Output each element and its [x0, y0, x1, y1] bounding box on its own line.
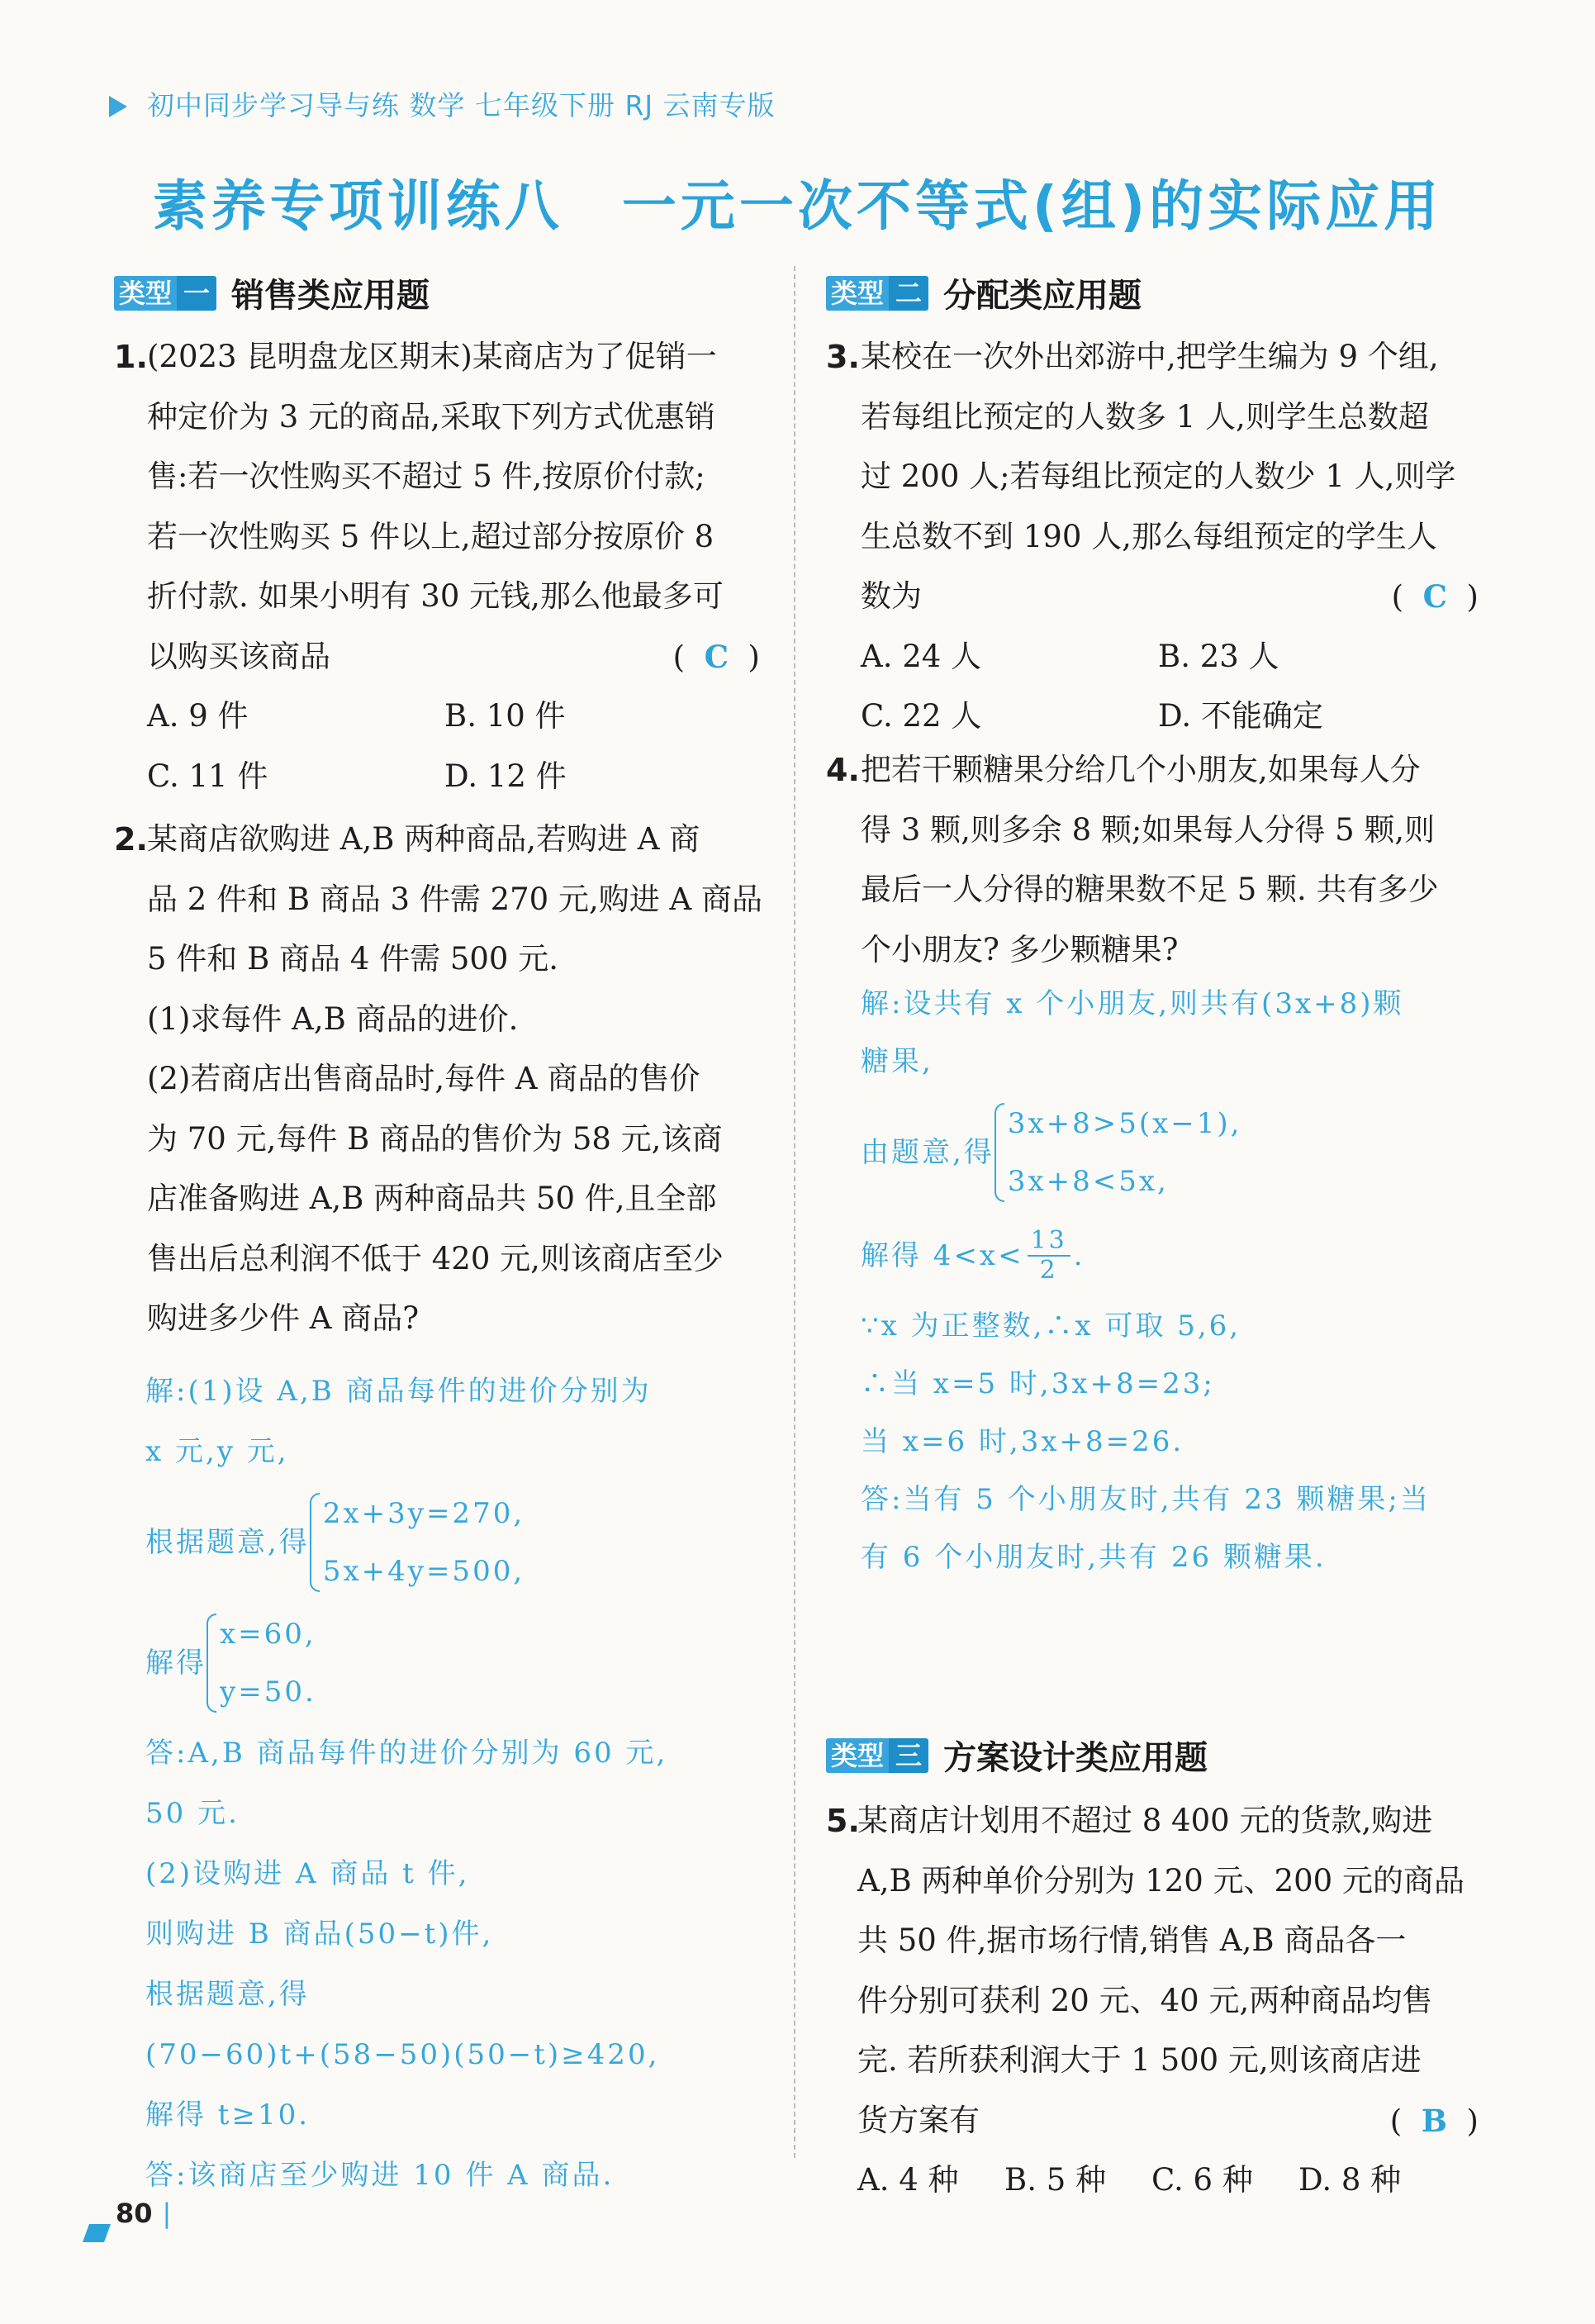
question-5: 5. 某商店计划用不超过 8 400 元的货款,购进 A,B 两种单价分别为 120 元、200 元的商品 共 50 件,据市场行情,销售 A,B 商品各一 件分别可获利 20 元、40 元,两种商品均售 完. 若所获利润大于 1 500 元,则该商店进 货方案有 ( B ) A. 4 种 B. 5 种 C. 6 种 D. 8 种 — [826, 1791, 1479, 2211]
type-badge: 类型 三 — [826, 1738, 928, 1773]
question-3: 3. 某校在一次外出郊游中,把学生编为 9 个组, 若每组比预定的人数多 1 人,则学生总数超 过 200 人;若每组比预定的人数少 1 人,则学 生总数不到 190 人,那么每组预定的学生人 数为 ( C ) A. 24 人 B. 23 人 C. 22 人 D. 不能确定 — [826, 327, 1479, 747]
question-4: 4. 把若干颗糖果分给几个小朋友,如果每人分 得 3 颗,则多余 8 颗;如果每人分得 5 颗,则 最后一人分得的糖果数不足 5 颗. 共有多少 个小朋友? 多少颗糖果? — [826, 752, 1439, 967]
equation-system: 2x+3y=270, 5x+4y=500, — [310, 1485, 525, 1600]
solution-system: x=60, y=50. — [206, 1605, 316, 1721]
answer-blank: ( C ) — [1391, 578, 1479, 615]
column-divider — [794, 266, 795, 2158]
type-badge: 类型 二 — [826, 276, 928, 311]
section-heading-sales: 类型 一 销售类应用题 — [114, 269, 430, 316]
page-number: 80 | — [116, 2198, 172, 2229]
option-a: A. 24 人 — [861, 638, 982, 674]
play-triangle-icon — [109, 96, 127, 117]
inequality-system: 3x+8>5(x−1), 3x+8<5x, — [995, 1095, 1242, 1210]
option-b: B. 23 人 — [1158, 638, 1279, 674]
option-c: C. 22 人 — [861, 698, 982, 734]
option-b: B. 10 件 — [444, 698, 566, 734]
solution-4: 解:设共有 x 个小朋友,则共有(3x+8)颗 糖果, 由题意,得 3x+8>5(x−1), 3x+8<5x, 解得 4<x< $\frac{13}{2}$ . ∵x 为正整数,∴x 可取 5,6, ∴当 x=5 时,3x+8=23; 当 x=6 时,3x+8=26. 答:当有 5 个小朋友时,共有 23 颗糖果;当 有 6 个小朋友时,共有 26 颗糖果. — [861, 987, 1431, 1574]
solution-2: 解:(1)设 A,B 商品每件的进价分别为 x 元,y 元, 根据题意,得 2x+3y=270, 5x+4y=500, 解得 x=60, y=50. 答:A,B 商品每件的进价分别为 60 元, 50 元. (2)设购进 A 商品 t 件, 则购进 B 商品(50−t)件, 根据题意,得 (70−60)t+(58−50)(50−t)≥420, 解得 t≥10. 答:该商店至少购进 10 件 A 商品. — [145, 1375, 668, 2192]
option-d: D. 不能确定 — [1158, 698, 1323, 734]
type-badge: 类型 一 — [114, 276, 216, 311]
fraction: $\frac{13}{2}$ — [1028, 1227, 1070, 1285]
question-1: 1. (2023 昆明盘龙区期末)某商店为了促销一 种定价为 3 元的商品,采取下列方式优惠销 售:若一次性购买不超过 5 件,按原价付款; 若一次性购买 5 件以上,超过部分按原价 8 折付款. 如果小明有 30 元钱,那么他最多可 以购买该商品 ( C ) A. 9 件 B. 10 件 C. 11 件 D. 12 件 — [114, 327, 760, 806]
option-a: A. 4 种 — [857, 2162, 959, 2198]
question-2: 2. 某商店欲购进 A,B 两种商品,若购进 A 商 品 2 件和 B 商品 3 件需 270 元,购进 A 商品 5 件和 B 商品 4 件需 500 元. (1)求每件 A,B 商品的进价. (2)若商店出售商品时,每件 A 商品的售价 为 70 元,每件 B 商品的售价为 58 元,该商 店准备购进 A,B 两种商品共 50 件,且全部 售出后总利润不低于 420 元,则该商店至少 购进多少件 A 商品? — [114, 821, 762, 1336]
option-c: C. 6 种 — [1151, 2162, 1253, 2198]
option-d: D. 12 件 — [444, 758, 567, 794]
answer-blank: ( C ) — [672, 638, 760, 675]
page-tab-icon — [83, 2224, 111, 2242]
page-title: 素养专项训练八 一元一次不等式(组)的实际应用 — [152, 174, 1443, 238]
running-header: 初中同步学习导与练 数学 七年级下册 RJ 云南专版 — [109, 84, 776, 123]
option-c: C. 11 件 — [147, 758, 268, 794]
option-a: A. 9 件 — [147, 698, 249, 734]
option-b: B. 5 种 — [1004, 2162, 1107, 2198]
section-heading-plan-design: 类型 三 方案设计类应用题 — [826, 1732, 1208, 1779]
option-d: D. 8 种 — [1298, 2162, 1402, 2198]
section-heading-distribution: 类型 二 分配类应用题 — [826, 269, 1142, 316]
answer-blank: ( B ) — [1389, 2102, 1479, 2139]
